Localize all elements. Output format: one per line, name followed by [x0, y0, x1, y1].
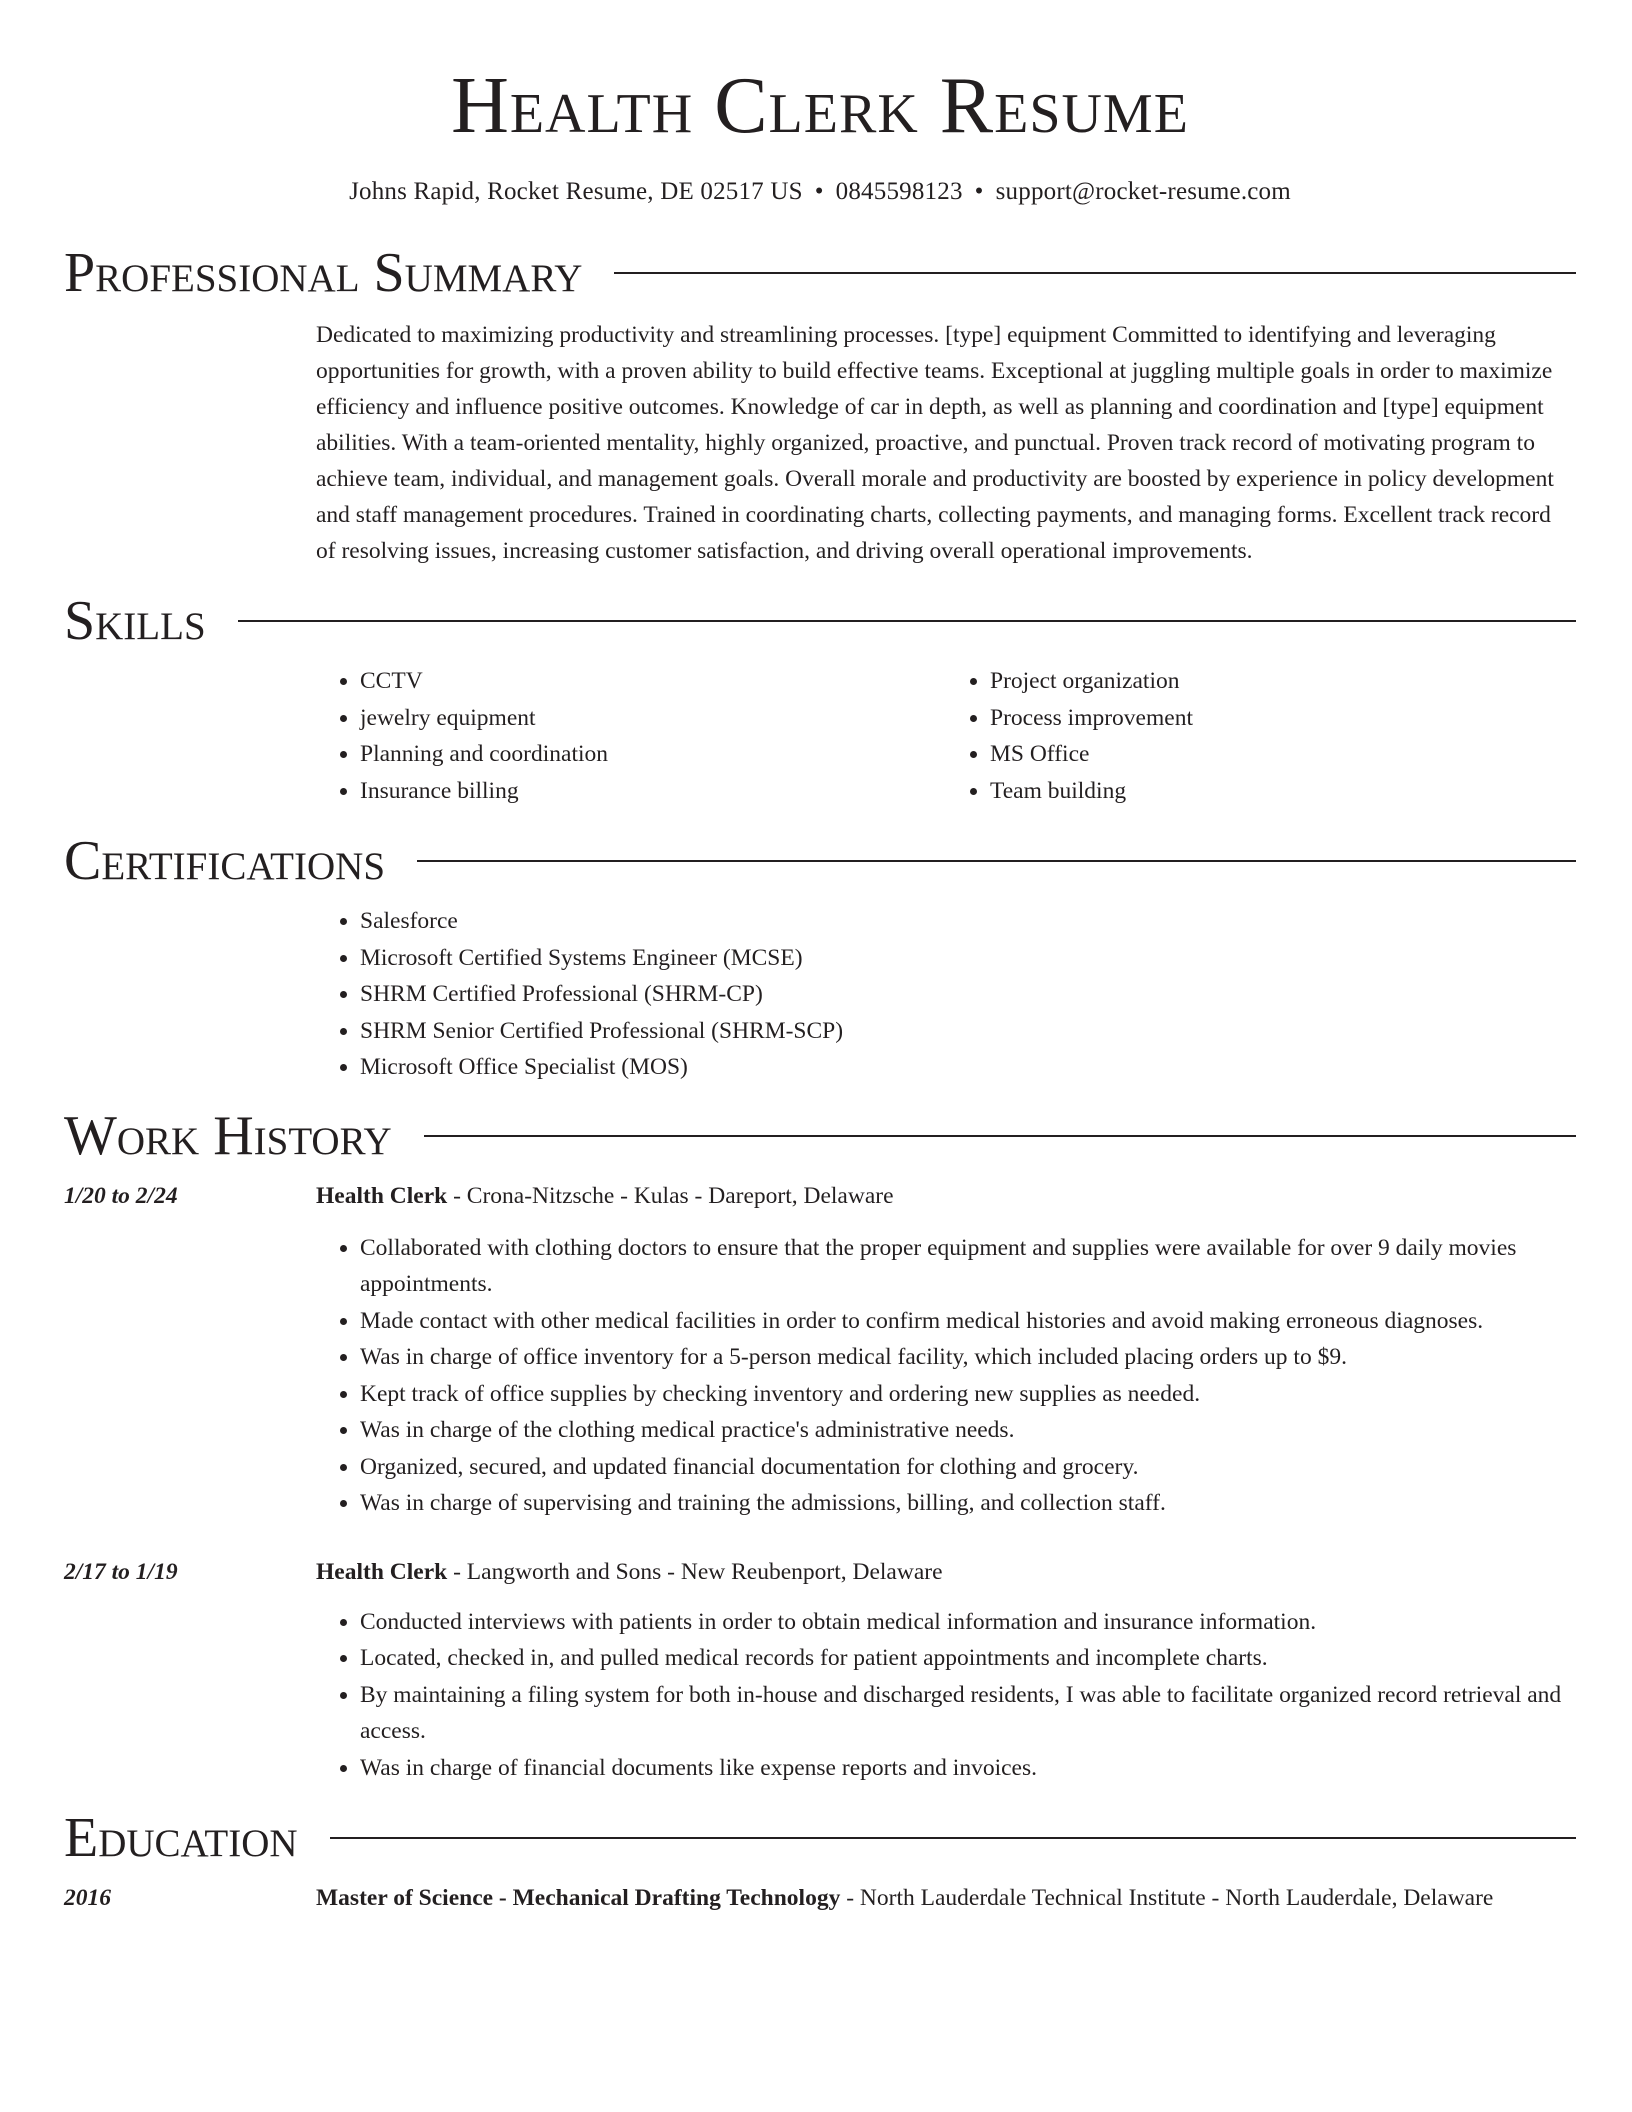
education-heading-line — [316, 1880, 1576, 1916]
job-dates: 2/17 to 1/19 — [64, 1558, 178, 1585]
certifications-heading: Certifications — [64, 830, 386, 892]
job-bullet: • Kept track of office supplies by checking inventory and ordering new supplies as needed. — [360, 1376, 1576, 1413]
skills-column-left — [316, 663, 946, 809]
job-bullet: • Conducted interviews with patients in order to obtain medical information and insurance information. — [360, 1604, 1576, 1641]
section-divider — [614, 272, 1576, 274]
job-bullet: • Was in charge of office inventory for a 5-person medical facility, which included placing orders up to $9. — [360, 1339, 1576, 1376]
work-section-header — [64, 1106, 1576, 1166]
skill-item: • Planning and coordination — [360, 736, 946, 773]
education-section-header — [64, 1808, 1576, 1868]
skill-item: • jewelry equipment — [360, 700, 946, 737]
contact-separator: • — [814, 178, 824, 205]
skills-heading: Skills — [64, 590, 206, 652]
education-date: 2016 — [64, 1885, 111, 1911]
job-bullet: • Was in charge of the clothing medical practice's administrative needs. — [360, 1412, 1576, 1449]
skill-item: • Process improvement — [990, 700, 1576, 737]
contact-separator: • — [974, 178, 984, 205]
skills-section-header — [64, 591, 1576, 651]
job-entry — [64, 1178, 1576, 1214]
education-entry — [64, 1880, 1576, 1916]
job-dates: 1/20 to 2/24 — [64, 1182, 178, 1209]
job-bullet: • Made contact with other medical facilities in order to confirm medical histories and avoid making erroneous diagnoses. — [360, 1303, 1576, 1340]
contact-address: Johns Rapid, Rocket Resume, DE 02517 US — [349, 178, 803, 205]
summary-heading: Professional Summary — [64, 242, 583, 304]
job-title: Health Clerk — [316, 1558, 448, 1585]
certification-item: • SHRM Certified Professional (SHRM-CP) — [360, 976, 1576, 1013]
job-bullets — [316, 1604, 1576, 1787]
summary-section-header — [64, 243, 1576, 303]
job-heading — [316, 1178, 1576, 1214]
section-divider — [424, 1135, 1576, 1137]
certification-item: • Microsoft Certified Systems Engineer (MCSE) — [360, 940, 1576, 977]
skill-item: • Insurance billing — [360, 773, 946, 810]
certification-item: • SHRM Senior Certified Professional (SHRM-SCP) — [360, 1013, 1576, 1050]
education-degree: Master of Science - Mechanical Drafting Technology — [316, 1885, 841, 1911]
skill-item: • CCTV — [360, 663, 946, 700]
job-bullet: • Collaborated with clothing doctors to ensure that the proper equipment and supplies were available for over 9 daily movies appointments. — [360, 1230, 1576, 1303]
certifications-list — [316, 903, 1576, 1086]
contact-phone: 0845598123 — [835, 178, 963, 205]
section-divider — [417, 860, 1576, 862]
work-heading: Work History — [64, 1104, 392, 1167]
job-bullet: • Located, checked in, and pulled medical records for patient appointments and incomplete charts. — [360, 1640, 1576, 1677]
job-heading — [316, 1554, 1576, 1590]
job-bullet: • Was in charge of financial documents like expense reports and invoices. — [360, 1750, 1576, 1787]
skills-list — [316, 663, 1576, 809]
section-divider — [238, 620, 1576, 622]
job-details: - Crona-Nitzsche - Kulas - Dareport, Delaware — [447, 1182, 894, 1209]
job-bullet: • Organized, secured, and updated financial documentation for clothing and grocery. — [360, 1449, 1576, 1486]
job-bullets — [316, 1230, 1576, 1522]
job-bullet: • By maintaining a filing system for both in-house and discharged residents, I was able to facilitate organized record retrieval and access. — [360, 1677, 1576, 1750]
skill-item: • MS Office — [990, 736, 1576, 773]
summary-text: Dedicated to maximizing productivity and streamlining processes. [type] equipment Committed to identifying and leveraging opportunities for growth, with a proven ability to build effective teams. Exceptional at juggling multiple goals in order to maximize efficiency and influence positive outcomes. Knowledge of car in depth, as well as planning and coordination and [type] equipment abilities. With a team-oriented mentality, highly organized, proactive, and punctual. Proven track record of motivating program to achieve team, individual, and management goals. Overall morale and productivity are boosted by experience in policy development and staff management procedures. Trained in coordinating charts, collecting payments, and managing forms. Excellent track record of resolving issues, increasing customer satisfaction, and driving overall operational improvements. — [316, 322, 1554, 564]
job-title: Health Clerk — [316, 1182, 448, 1209]
resume-page — [64, 0, 1576, 1916]
job-entry — [64, 1554, 1576, 1590]
job-details: - Langworth and Sons - New Reubenport, Delaware — [447, 1558, 943, 1585]
job-bullet: • Was in charge of supervising and training the admissions, billing, and collection staff. — [360, 1485, 1576, 1522]
section-divider — [330, 1837, 1576, 1839]
skill-item: • Project organization — [990, 663, 1576, 700]
contact-line — [64, 176, 1576, 208]
contact-email: support@rocket-resume.com — [995, 178, 1291, 205]
resume-title: Health Clerk Resume — [451, 62, 1189, 150]
certification-item: • Microsoft Office Specialist (MOS) — [360, 1049, 1576, 1086]
skill-item: • Team building — [990, 773, 1576, 810]
skills-column-right — [946, 663, 1576, 809]
certification-item: • Salesforce — [360, 903, 1576, 940]
education-heading: Education — [64, 1807, 298, 1869]
certifications-section-header — [64, 831, 1576, 891]
education-details: - North Lauderdale Technical Institute - North Lauderdale, Delaware — [840, 1885, 1494, 1911]
